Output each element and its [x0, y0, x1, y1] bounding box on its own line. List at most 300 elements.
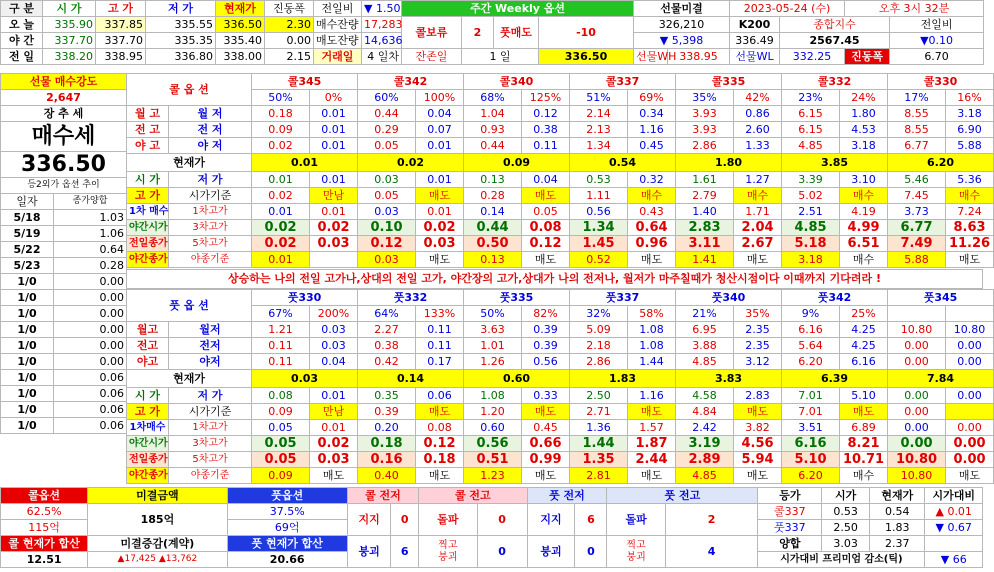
put-low-val: 10.80: [946, 322, 994, 338]
call-pct-b: 24%: [840, 90, 888, 106]
call-g-val: 6.77: [888, 220, 946, 236]
call-signal: 매수: [946, 188, 994, 204]
put-option-table: [126, 289, 994, 484]
put-g-val: 1.23: [464, 468, 522, 484]
call-g-val2: 7.24: [946, 204, 994, 220]
put-pct-a: 64%: [358, 306, 416, 322]
unset-label: 미결금액: [88, 488, 227, 504]
today-vibration: 2.30: [265, 17, 314, 33]
put-g-val: 1.35: [570, 452, 628, 468]
futures-oi-label: 선물미결: [634, 1, 730, 17]
call-pct-b: 100%: [416, 90, 464, 106]
trend-date: 1/0: [1, 306, 54, 322]
call-title: 콜 옵 션: [127, 74, 252, 106]
put-cur-val: 1.83: [570, 370, 676, 388]
call-open-val: 0.03: [358, 172, 416, 188]
hdr-low: 저 가: [146, 1, 216, 17]
put-low-val: 2.35: [734, 322, 782, 338]
put-g-val2: 0.00: [946, 452, 994, 468]
call-g-val2: 매도: [416, 252, 464, 268]
call-option-table: [126, 73, 994, 268]
put-open-val: 1.08: [464, 388, 522, 404]
put-cur-val: 6.39: [782, 370, 888, 388]
put-pct-b: 133%: [416, 306, 464, 322]
call-g-val2: 매도: [628, 252, 676, 268]
put-g-val2: 0.45: [522, 420, 570, 436]
call-g-val: 3.11: [676, 236, 734, 252]
bottom-summary: [0, 487, 983, 568]
rt4-value: ▼ 66: [925, 552, 983, 568]
hdr-open: 시 가: [43, 1, 96, 17]
put-g-val: 0.05: [252, 436, 310, 452]
time-label: 오후 3시 32분: [845, 1, 984, 17]
call-low-val: 0.45: [628, 138, 676, 154]
put-high-val: 2.71: [570, 404, 628, 420]
trend-row: [1, 226, 127, 242]
trend-sum: 1.03: [54, 210, 127, 226]
put-low-label: 저 가: [169, 388, 252, 404]
call-high-break: 돌파: [419, 504, 478, 536]
put-g-val: 1.36: [570, 420, 628, 436]
rt2-name: 풋337: [758, 520, 822, 536]
put-low-val: 1.44: [628, 354, 676, 370]
put-open-val: 4.58: [676, 388, 734, 404]
call-pct-a: 51%: [570, 90, 628, 106]
trend-sum: 0.06: [54, 418, 127, 434]
call-pct-b: 42%: [734, 90, 782, 106]
current-price-big: 336.50: [539, 49, 634, 65]
unset-chg: [88, 552, 227, 568]
remain-days: 1 일: [462, 49, 539, 65]
call-g-val2: 0.08: [522, 220, 570, 236]
call-low-val: 0.34: [628, 106, 676, 122]
call-g-val: 1.41: [676, 252, 734, 268]
call-signal: 매수: [840, 188, 888, 204]
put-high-val: 3.63: [464, 322, 522, 338]
call-low-val: 5.36: [946, 172, 994, 188]
trend-sum: 0.00: [54, 338, 127, 354]
rt3-cur: 2.37: [870, 536, 925, 552]
put-high-val: 10.80: [888, 322, 946, 338]
put-row-label-a: 전고: [127, 338, 169, 354]
call-g-val2: 0.12: [522, 236, 570, 252]
futures-oi-value: 326,210: [634, 17, 730, 33]
call-g-val: 0.56: [570, 204, 628, 220]
trend-sum: 0.64: [54, 242, 127, 258]
put-g-val2: 6.89: [840, 420, 888, 436]
call-row-label-a: 전 고: [127, 122, 169, 138]
put-cur-val: 7.84: [888, 370, 994, 388]
put-low-val: 2.35: [734, 338, 782, 354]
wh-label: 선물WH: [634, 49, 668, 65]
put-g-val: 2.42: [676, 420, 734, 436]
call-g-val: 0.03: [358, 252, 416, 268]
call-high-touch-v: 0: [477, 536, 527, 568]
trend-sum: 0.28: [54, 258, 127, 274]
prev-vibration: 2.15: [265, 49, 314, 65]
call-pct: 62.5%: [1, 504, 88, 520]
call-high-val: 6.15: [782, 106, 840, 122]
put-g-val2: 0.03: [310, 452, 358, 468]
put-signal: 매도: [416, 404, 464, 420]
put-pct-b: 82%: [522, 306, 570, 322]
wl-value: 332.25: [780, 49, 845, 65]
put-open-label: 시 가: [127, 388, 169, 404]
put-g-val: 2.89: [676, 452, 734, 468]
call-g-val2: 매도: [734, 252, 782, 268]
call-g-val2: 0.01: [310, 204, 358, 220]
put-low-val: 0.06: [416, 388, 464, 404]
put-strike: 풋337: [570, 290, 676, 306]
call-low-val: 4.53: [840, 122, 888, 138]
call-high-break-v: 0: [477, 504, 527, 536]
put-g-label-b: 야종기준: [169, 468, 252, 484]
put-g-val: 4.85: [676, 468, 734, 484]
wl-label: 선물WL: [730, 49, 780, 65]
call-high-val: 0.44: [358, 106, 416, 122]
kospi-label: 종합지수: [780, 17, 890, 33]
call-low-val: 0.01: [310, 138, 358, 154]
call-low-val: 6.90: [946, 122, 994, 138]
put-g-val2: 5.94: [734, 452, 782, 468]
put-high-val: 4.85: [676, 354, 734, 370]
put-high-val: 1.20: [464, 404, 522, 420]
put-low-collapse: 붕괴: [527, 536, 575, 568]
vib-value: 6.70: [890, 49, 984, 65]
put-low-val: 1.08: [628, 338, 676, 354]
call-g-val2: [310, 252, 358, 268]
put-cur-val: 3.83: [676, 370, 782, 388]
call-g-val2: 8.63: [946, 220, 994, 236]
put-g-val: 0.56: [464, 436, 522, 452]
call-g-val2: 0.43: [628, 204, 676, 220]
call-g-val: 5.18: [782, 236, 840, 252]
put-row-label-b: 전저: [169, 338, 252, 354]
put-g-label-a: 야간종가: [127, 468, 169, 484]
call-low-label: 저 가: [169, 172, 252, 188]
rt3-diff: [925, 536, 983, 552]
put-pct-a: 50%: [464, 306, 522, 322]
put-signal: 매도: [840, 404, 888, 420]
trend-date: 1/0: [1, 338, 54, 354]
put-low-val: 0.00: [946, 388, 994, 404]
call-high-val: 2.13: [570, 122, 628, 138]
put-high-val: 7.01: [782, 404, 840, 420]
remain-label: 잔존일: [402, 49, 462, 65]
kospi-prev-change: ▼0.10: [890, 33, 984, 49]
put-g-val: 10.80: [888, 468, 946, 484]
rt2-diff: ▼ 0.67: [925, 520, 983, 536]
call-pct-a: 17%: [888, 90, 946, 106]
rt1-name: 콜337: [758, 504, 822, 520]
unset-up: ▲17,425: [117, 554, 156, 564]
call-high-label: 고 가: [127, 188, 169, 204]
put-g-val: 6.20: [782, 468, 840, 484]
rt1-cur: 0.54: [870, 504, 925, 520]
rt2-open: 2.50: [822, 520, 870, 536]
put-high-val: 0.11: [252, 338, 310, 354]
call-cur-label: 현재가: [127, 154, 252, 172]
put-pct-a: 9%: [782, 306, 840, 322]
put-g-val2: 0.00: [946, 436, 994, 452]
put-g-label-b: 3차고가: [169, 436, 252, 452]
put-g-val: 0.18: [358, 436, 416, 452]
call-pct-b: 69%: [628, 90, 676, 106]
put-low-val: 2.83: [734, 388, 782, 404]
call-g-val2: 0.01: [416, 204, 464, 220]
put-g-val2: 매도: [416, 468, 464, 484]
put-low-val: 0.03: [310, 338, 358, 354]
put-low-val: 5.10: [840, 388, 888, 404]
prev-high: 338.95: [96, 49, 146, 65]
trend-row: [1, 274, 127, 290]
call-low-val: 1.33: [734, 138, 782, 154]
call-signal: 매수: [628, 188, 676, 204]
put-open-val: 2.50: [570, 388, 628, 404]
call-pct-a: 68%: [464, 90, 522, 106]
call-high-val: 3.93: [676, 106, 734, 122]
wh-value: 338.95: [668, 49, 730, 65]
call-low-val: 0.86: [734, 106, 782, 122]
hdr-vibration: 진동폭: [265, 1, 314, 17]
call-g-val: 0.02: [252, 220, 310, 236]
call-high-val: 0.05: [358, 138, 416, 154]
trend-date: 1/0: [1, 354, 54, 370]
put-g-val2: 4.56: [734, 436, 782, 452]
put-high-val: 3.88: [676, 338, 734, 354]
call-pct-a: 35%: [676, 90, 734, 106]
ask-qty: 14,636: [362, 33, 402, 49]
call-g-label-b: 야종기준: [169, 252, 252, 268]
header-table: [0, 0, 984, 65]
call-basis-label: 시가기준: [169, 188, 252, 204]
put-g-val: 1.44: [570, 436, 628, 452]
put-low-val: 1.08: [628, 322, 676, 338]
trend-sum: 1.06: [54, 226, 127, 242]
put-low-val: 1.16: [628, 388, 676, 404]
put-high-val: 5.64: [782, 338, 840, 354]
trend-sum: 0.06: [54, 370, 127, 386]
call-g-label-b: 1차고가: [169, 204, 252, 220]
put-pct-a: 32%: [570, 306, 628, 322]
put-pct-a: [888, 306, 946, 322]
vib-label: 진동폭: [845, 49, 890, 65]
call-pct-b: 16%: [946, 90, 994, 106]
put-opt-label: 풋옵션: [227, 488, 347, 504]
put-g-label-a: 야간시가: [127, 436, 169, 452]
put-g-val2: 1.57: [628, 420, 676, 436]
put-pct-b: 35%: [734, 306, 782, 322]
call-high-val: 2.79: [676, 188, 734, 204]
hdr-current: 현재가: [216, 1, 265, 17]
call-open-val: 1.61: [676, 172, 734, 188]
put-g-val2: 0.02: [310, 436, 358, 452]
call-g-val2: 2.04: [734, 220, 782, 236]
put-title: 풋 옵 션: [127, 290, 252, 322]
call-high-val: 6.77: [888, 138, 946, 154]
call-g-val: 1.40: [676, 204, 734, 220]
k200-label: K200: [730, 17, 780, 33]
call-signal: 만남: [310, 188, 358, 204]
trend-date: 1/0: [1, 290, 54, 306]
call-g-val: 2.51: [782, 204, 840, 220]
call-g-val: 3.18: [782, 252, 840, 268]
call-g-val2: 0.02: [310, 220, 358, 236]
put-low-val: 0.39: [522, 322, 570, 338]
call-low-val: 3.10: [840, 172, 888, 188]
put-signal: 매도: [628, 404, 676, 420]
put-g-val: 0.09: [252, 468, 310, 484]
call-g-label-a: 1차 매수: [127, 204, 169, 220]
call-strike: 콜335: [676, 74, 782, 90]
call-g-val2: 11.26: [946, 236, 994, 252]
put-g-val2: 0.00: [946, 420, 994, 436]
trend-sum: 0.06: [54, 386, 127, 402]
call-high-val: 0.02: [252, 138, 310, 154]
strength-label: 선물 매수강도: [1, 74, 127, 90]
put-pct-a: 21%: [676, 306, 734, 322]
call-low-val: 1.27: [734, 172, 782, 188]
trade-day-label: 거래일: [314, 49, 362, 65]
put-low-val: 4.25: [840, 338, 888, 354]
put-g-val: 2.81: [570, 468, 628, 484]
call-g-val: 3.73: [888, 204, 946, 220]
put-g-val: 10.80: [888, 452, 946, 468]
put-sum-label: 풋 현재가 합산: [227, 536, 347, 552]
trend-date: 1/0: [1, 402, 54, 418]
put-g-val2: 0.66: [522, 436, 570, 452]
call-pct-a: 50%: [252, 90, 310, 106]
call-low-support-v: 0: [391, 504, 419, 536]
call-row-label-a: 야 고: [127, 138, 169, 154]
call-g-label-b: 5차고가: [169, 236, 252, 252]
rt4-label: 시가대비 프리미엄 감소(틱): [758, 552, 925, 568]
ask-qty-label: 매도잔량: [314, 33, 362, 49]
put-g-val2: 0.99: [522, 452, 570, 468]
call-g-val2: 0.05: [522, 204, 570, 220]
put-high-touch-v: 4: [665, 536, 758, 568]
put-cur-val: 0.14: [358, 370, 464, 388]
trend-date: 5/22: [1, 242, 54, 258]
call-high-val: 5.02: [782, 188, 840, 204]
call-row-label-b: 야 저: [169, 138, 252, 154]
put-g-val2: 0.01: [310, 420, 358, 436]
rt3-open: 3.03: [822, 536, 870, 552]
put-g-val2: 매도: [310, 468, 358, 484]
hdr-prev-diff: 전일비: [314, 1, 362, 17]
put-g-val: 5.10: [782, 452, 840, 468]
call-g-val: 0.10: [358, 220, 416, 236]
put-g-label-a: 전일종가: [127, 452, 169, 468]
put-low-val: 0.00: [946, 354, 994, 370]
put-high-val: 0.11: [252, 354, 310, 370]
call-g-val2: 0.96: [628, 236, 676, 252]
put-g-val: 3.51: [782, 420, 840, 436]
call-g-val: 0.12: [358, 236, 416, 252]
call-g-val: 1.34: [570, 220, 628, 236]
call-high-val: 4.85: [782, 138, 840, 154]
put-low-val: 0.03: [310, 322, 358, 338]
put-low-collapse-v: 0: [575, 536, 607, 568]
call-g-label-a: 전일종가: [127, 236, 169, 252]
call-pct-b: 125%: [522, 90, 570, 106]
call-low-collapse-v: 6: [391, 536, 419, 568]
call-g-val: 2.83: [676, 220, 734, 236]
call-strike: 콜340: [464, 74, 570, 90]
trend-row: [1, 354, 127, 370]
put-pct-b: 58%: [628, 306, 676, 322]
put-high-break: 돌파: [607, 504, 666, 536]
put-high-val: 1.21: [252, 322, 310, 338]
call-hold-label: 콜보류: [402, 17, 462, 49]
call-high-hdr: 콜 전고: [419, 488, 528, 504]
put-pct-b: 200%: [310, 306, 358, 322]
trend-row: [1, 370, 127, 386]
put-cur-val: 0.03: [252, 370, 358, 388]
put-low-val: 0.00: [946, 338, 994, 354]
call-g-val2: 4.99: [840, 220, 888, 236]
put-signal: 만남: [310, 404, 358, 420]
call-g-val: 0.01: [252, 252, 310, 268]
trend-sum: 0.00: [54, 306, 127, 322]
call-g-val: 4.85: [782, 220, 840, 236]
call-pct-b: 0%: [310, 90, 358, 106]
trend-date: 5/19: [1, 226, 54, 242]
put-low-support: 지지: [527, 504, 575, 536]
put-high-val: 0.39: [358, 404, 416, 420]
call-low-val: 0.01: [416, 138, 464, 154]
put-low-support-v: 6: [575, 504, 607, 536]
put-low-val: 0.56: [522, 354, 570, 370]
put-g-val2: 0.08: [416, 420, 464, 436]
put-high-hdr: 풋 전고: [607, 488, 758, 504]
call-low-val: 0.38: [522, 122, 570, 138]
put-pct-b: 25%: [840, 306, 888, 322]
put-signal: 매도: [734, 404, 782, 420]
put-open-val: 0.00: [888, 388, 946, 404]
call-cur-val: 0.02: [358, 154, 464, 172]
call-g-val: 5.88: [888, 252, 946, 268]
call-sum-label: 콜 현재가 합산: [1, 536, 88, 552]
call-high-val: 3.93: [676, 122, 734, 138]
put-g-label-a: 1차매수: [127, 420, 169, 436]
call-low-val: 1.16: [628, 122, 676, 138]
futures-oi-change: ▼ 5,398: [634, 33, 730, 49]
trend-date: 5/23: [1, 258, 54, 274]
call-g-val2: 매수: [840, 252, 888, 268]
trend-value: 매수세: [1, 122, 127, 152]
put-strike: 풋335: [464, 290, 570, 306]
call-g-val: 0.52: [570, 252, 628, 268]
trend-row: [1, 258, 127, 274]
call-high-val: 1.04: [464, 106, 522, 122]
put-high-val: 0.09: [252, 404, 310, 420]
put-g-val2: 1.87: [628, 436, 676, 452]
rt-hdr-atm: 등가: [758, 488, 822, 504]
put-high-val: 2.27: [358, 322, 416, 338]
put-g-val2: 8.21: [840, 436, 888, 452]
call-cur-val: 6.20: [888, 154, 994, 172]
put-high-val: 1.01: [464, 338, 522, 354]
call-low-val: 0.04: [522, 172, 570, 188]
rt-hdr-open: 시가: [822, 488, 870, 504]
call-low-val: 1.80: [840, 106, 888, 122]
trend-sum: 0.00: [54, 322, 127, 338]
call-signal: 매도: [416, 188, 464, 204]
call-low-support: 지지: [347, 504, 391, 536]
put-basis-label: 시가기준: [169, 404, 252, 420]
trade-day: 4 일차: [362, 49, 402, 65]
